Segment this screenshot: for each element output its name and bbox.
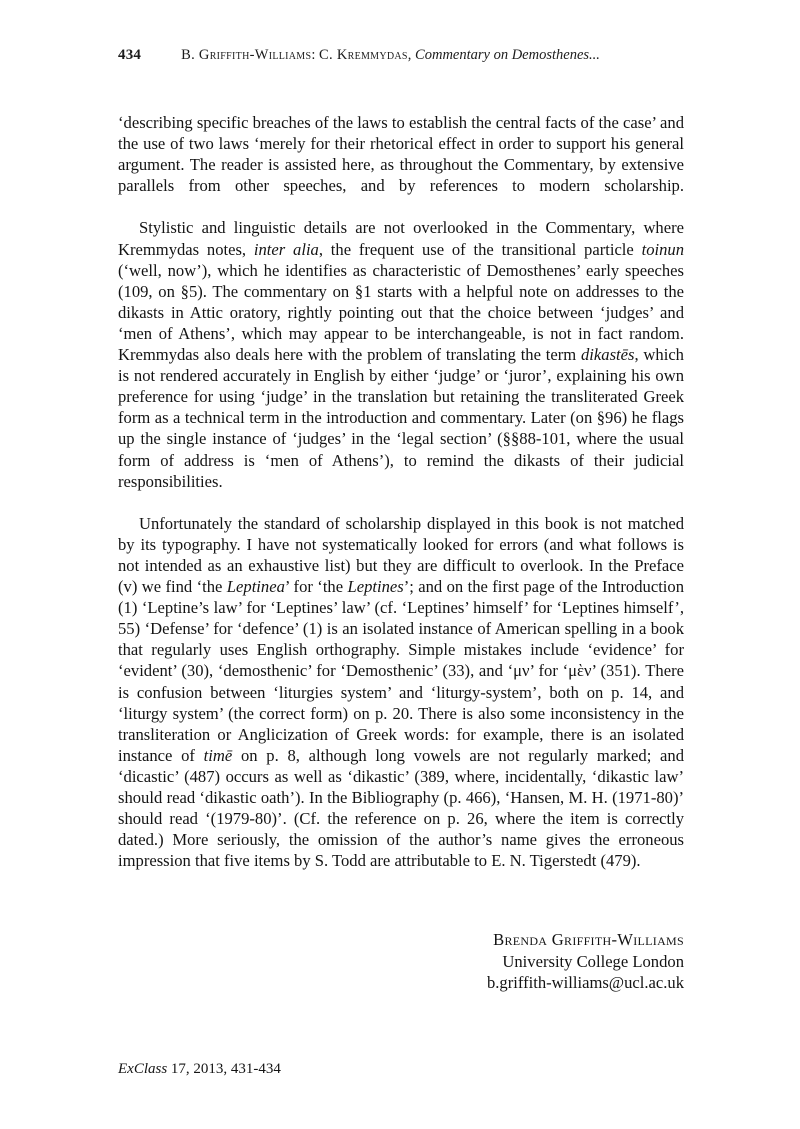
signature-block (118, 929, 684, 994)
signature-author-name: Brenda Griffith-Williams (493, 930, 684, 949)
para-quotation-continued (118, 112, 684, 217)
para-typography-errors-run-6: on p. 8, although long vowels are not regularly marked; and ‘dicastic’ (487) occurs as well as ‘dikastic’ (389, where, incidentally, ‘dikastic law’ should read ‘dikastic oath’). In the Bibliography (p. 466), ‘Hansen, M. H. (1971-80)’ should read ‘(1979-80)’. (Cf. the reference on p. 26, where the item is correctly dated.) More seriously, the omission of the author’s name gives the erroneous impression that five items by S. Todd are attributable to E. N. Tigerstedt (479). (118, 745, 684, 871)
para-stylistic-details-run-4: (‘well, now’), which he identifies as characteristic of Demosthenes’ early speeches (109, on §5). The commentary on §1 starts with a helpful note on addresses to the dikasts in Attic oratory, rightly pointing out that the choice between ‘judges’ and ‘men of Athens’, which may appear to be interchangeable, is not in fact random. Kremmydas also deals here with the problem of translating the term (118, 260, 684, 365)
para-typography-errors (118, 513, 684, 872)
page-folio-number: 434 (118, 47, 142, 63)
signature-email: b.griffith-williams@ucl.ac.uk (486, 973, 684, 993)
signature-affiliation: University College London (502, 951, 684, 971)
running-head (118, 46, 683, 64)
para-stylistic-details (118, 217, 684, 512)
running-head-book-title: Commentary on Demosthenes... (415, 47, 600, 63)
footer-journal-name: ExClass (118, 1061, 168, 1077)
para-stylistic-details-emphasis-3: toinun (641, 239, 685, 259)
para-stylistic-details-run-0: Stylistic and linguistic details are not overlooked in the Commentary, where Kremmydas notes, (118, 218, 684, 259)
running-head-text (181, 47, 600, 63)
running-head-review-author: B. Griffith-Williams (181, 47, 312, 63)
para-typography-errors-run-0: Unfortunately the standard of scholarship displayed in this book is not matched by its typography. I have not systematically looked for errors (and what follows is not intended as an exhaustive list) but they are difficult to overlook. In the Preface (v) we find ‘the (118, 513, 684, 597)
para-stylistic-details-run-2: , the frequent use of the transitional particle (318, 239, 642, 259)
running-head-separator: : (311, 47, 320, 63)
para-typography-errors-emphasis-1: Leptinea (226, 577, 285, 597)
footer-citation-details: 17, 2013, 431-434 (167, 1061, 281, 1077)
para-typography-errors-run-2: ’ for ‘the (284, 577, 348, 597)
para-typography-errors-emphasis-5: timē (203, 745, 233, 765)
para-quotation-continued-run-0: ‘describing specific breaches of the laws to establish the central facts of the case’ and the use of two laws ‘merely for their rhetorical effect in order to support his general argument. The reader is assisted here, as throughout the Commentary, by extensive parallels from other speeches, and by references to modern scholarship. (118, 113, 684, 196)
footer-citation (118, 1060, 281, 1078)
para-stylistic-details-emphasis-5: dikastēs (581, 345, 635, 365)
para-typography-errors-run-4: ’; and on the first page of the Introduction (1) ‘Leptine’s law’ for ‘Leptines’ law’ (cf. ‘Leptines’ himself’ for ‘Leptines himself’, 55) ‘Defense’ for ‘defence’ (1) is an isolated instance of American spelling in a book that regularly uses English orthography. Simple mistakes include ‘evidence’ for ‘evident’ (30), ‘demosthenic’ for ‘Demosthenic’ (33), and ‘μν’ for ‘μὲν’ (351). There is confusion between ‘liturgies system’ and ‘liturgy-system’, both on p. 14, and ‘liturgy system’ (the correct form) on p. 20. There is also some inconsistency in the transliteration or Anglicization of Greek words: for example, there is an isolated instance of (118, 577, 685, 765)
para-stylistic-details-run-6: , which is not rendered accurately in English by either ‘judge’ or ‘juror’, explaining his own preference for using ‘judge’ in the translation but retaining the transliterated Greek form as a technical term in the introduction and commentary. Later (on §96) he flags up the single instance of ‘judges’ in the ‘legal section’ (§§88-101, where the usual form of address is ‘men of Athens’), to remind the dikasts of their judicial responsibilities. (118, 345, 684, 491)
para-stylistic-details-emphasis-1: inter alia (253, 239, 319, 259)
para-typography-errors-emphasis-3: Leptines (347, 577, 404, 597)
running-head-comma: , (407, 47, 416, 63)
body-text-column (118, 112, 684, 871)
running-head-book-author: C. Kremmydas (319, 47, 408, 63)
